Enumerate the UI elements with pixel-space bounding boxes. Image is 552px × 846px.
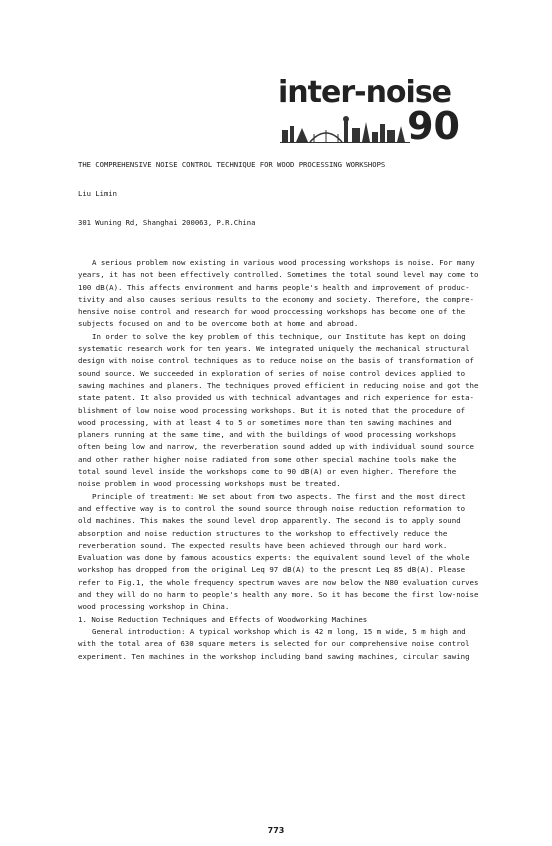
text-line: workshop has dropped from the original Leq 97 dB(A) to the prescnt Leq 85 dB(A). Please bbox=[78, 565, 466, 575]
text-line: total sound level inside the workshops come to 90 dB(A) or even higher. Therefore the bbox=[78, 467, 457, 477]
text-line: subjects focused on and to be overcome both at home and abroad. bbox=[78, 319, 359, 329]
text-line: and other rather higher noise radiated from some other special machine tools make the bbox=[78, 454, 457, 464]
text-line: refer to Fig.1, the whole frequency spectrum waves are now below the N80 evaluation curves bbox=[78, 577, 479, 587]
text-line: design with noise control techniques as to reduce noise on the basis of transformation of bbox=[78, 356, 475, 366]
text-line: state patent. It also provided us with technical advantages and rich experience for esta- bbox=[78, 393, 475, 403]
logo-text: inter-noise bbox=[278, 75, 452, 110]
logo-year: 90 bbox=[407, 104, 460, 148]
section-heading-text: 1. Noise Reduction Techniques and Effects of Woodworking Machines bbox=[78, 614, 368, 624]
text-line: reverberation sound. The expected results have been achieved through our hard work. bbox=[78, 540, 448, 550]
text-line: and effective way is to control the sound source through noise reduction reformation to bbox=[78, 503, 466, 513]
conference-logo bbox=[278, 76, 468, 146]
text-line: Evaluation was done by famous acoustics experts: the equivalent sound level of the whole bbox=[78, 553, 470, 563]
paragraph-intro bbox=[78, 257, 478, 331]
section-heading bbox=[78, 614, 478, 626]
text-line: years, it has not been effectively controlled. Sometimes the total sound level may come to bbox=[78, 270, 479, 280]
author-name: Liu Limin bbox=[78, 189, 117, 198]
paragraph-general-introduction bbox=[78, 626, 478, 663]
text-line: experiment. Ten machines in the workshop including band sawing machines, circular sawing bbox=[78, 651, 470, 661]
text-line: A serious problem now existing in various wood processing workshops is noise. For many bbox=[92, 258, 475, 267]
text-line: planers running at the same time, and with the buildings of wood processing workshops bbox=[78, 430, 457, 440]
text-line: systematic research work for ten years. We integrated uniquely the mechanical structural bbox=[78, 344, 470, 354]
text-line: and they will do no harm to people's health any more. So it has become the first low-noise bbox=[78, 590, 479, 600]
author-affiliation: 301 Wuning Rd, Shanghai 200063, P.R.China bbox=[78, 218, 256, 227]
text-line: old machines. This makes the sound level drop apparently. The second is to apply sound bbox=[78, 516, 461, 526]
text-line: blishment of low noise wood processing workshops. But it is noted that the procedure of bbox=[78, 405, 466, 415]
text-line: wood processing workshop in China. bbox=[78, 602, 230, 612]
page-number: 773 bbox=[267, 826, 285, 835]
text-line: absorption and noise reduction structures to the workshop to effectively reduce the bbox=[78, 528, 448, 538]
city-skyline-icon bbox=[280, 114, 410, 144]
text-line: In order to solve the key problem of this technique, our Institute has kept on doing bbox=[92, 331, 466, 341]
text-line: sawing machines and planers. The techniques proved efficient in reducing noise and got the bbox=[78, 380, 479, 390]
text-line: hensive noise control and research for wood proccessing workshops has become one of the bbox=[78, 307, 466, 317]
text-line: General introduction: A typical workshop which is 42 m long, 15 m wide, 5 m high and bbox=[92, 626, 466, 636]
paragraph-research bbox=[78, 331, 478, 491]
text-line: with the total area of 630 square meters is selected for our comprehensive noise control bbox=[78, 639, 470, 649]
text-line: tivity and also causes serious results to the economy and society. Therefore, the compre- bbox=[78, 294, 475, 304]
paper-title: THE COMPREHENSIVE NOISE CONTROL TECHNIQUE FOR WOOD PROCESSING WORKSHOPS bbox=[78, 160, 386, 169]
text-line: wood processing, with at least 4 to 5 or sometimes more than ten sawing machines and bbox=[78, 417, 452, 427]
text-line: Principle of treatment: We set about from two aspects. The first and the most direct bbox=[92, 491, 466, 501]
text-line: noise problem in wood processing workshops must be treated. bbox=[78, 479, 341, 489]
text-line: often being low and narrow, the reverberation sound added up with individual sound source bbox=[78, 442, 475, 452]
paragraph-principle bbox=[78, 491, 478, 614]
text-line: sound source. We succeeded in exploration of series of noise control devices applied to bbox=[78, 368, 466, 378]
body-text bbox=[78, 257, 478, 663]
text-line: 100 dB(A). This affects environment and harms people's health and improvement of produc- bbox=[78, 282, 470, 292]
